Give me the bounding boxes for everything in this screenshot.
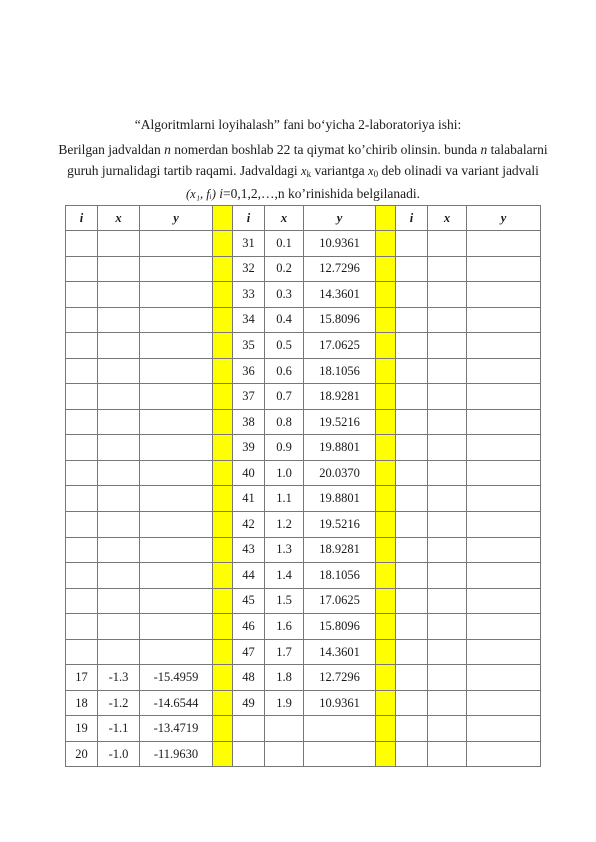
separator-cell bbox=[376, 358, 396, 384]
table-cell-y bbox=[140, 537, 213, 563]
separator-cell bbox=[213, 639, 233, 665]
table-cell-i bbox=[396, 282, 428, 308]
table-cell-i bbox=[66, 460, 98, 486]
separator-cell bbox=[376, 614, 396, 640]
table-cell-x: 1.8 bbox=[265, 665, 304, 691]
table-cell-x: 0.8 bbox=[265, 409, 304, 435]
table-row bbox=[66, 614, 541, 640]
table-cell-i: 38 bbox=[233, 409, 265, 435]
table-cell-i bbox=[66, 307, 98, 333]
table-cell-i bbox=[396, 333, 428, 359]
table-cell-x bbox=[265, 741, 304, 767]
table-row bbox=[66, 741, 541, 767]
table-cell-x bbox=[98, 282, 140, 308]
table-cell-i: 18 bbox=[66, 690, 98, 716]
table-cell-i bbox=[66, 333, 98, 359]
table-cell-y bbox=[140, 384, 213, 410]
table-cell-x: 1.1 bbox=[265, 486, 304, 512]
column-header-y: y bbox=[304, 206, 376, 231]
table-cell-x bbox=[428, 614, 467, 640]
table-cell-i bbox=[396, 384, 428, 410]
table-cell-y bbox=[467, 358, 541, 384]
table-cell-x bbox=[428, 588, 467, 614]
table-cell-i bbox=[66, 256, 98, 282]
table-cell-i: 32 bbox=[233, 256, 265, 282]
separator-cell bbox=[376, 256, 396, 282]
table-cell-y: 15.8096 bbox=[304, 307, 376, 333]
separator-cell bbox=[376, 741, 396, 767]
table-cell-x bbox=[98, 307, 140, 333]
separator-cell bbox=[376, 409, 396, 435]
table-cell-x bbox=[98, 460, 140, 486]
table-cell-x bbox=[98, 537, 140, 563]
table-cell-y: 20.0370 bbox=[304, 460, 376, 486]
table-cell-y bbox=[467, 282, 541, 308]
table-cell-x bbox=[428, 282, 467, 308]
x0-symbol: $x_0$ bbox=[368, 163, 379, 179]
table-cell-y: 12.7296 bbox=[304, 665, 376, 691]
column-header-x: x bbox=[98, 206, 140, 231]
separator-cell bbox=[376, 665, 396, 691]
table-cell-i bbox=[396, 512, 428, 538]
table-cell-y bbox=[140, 333, 213, 359]
table-cell-x bbox=[98, 358, 140, 384]
table-row bbox=[66, 282, 541, 308]
table-cell-y bbox=[140, 256, 213, 282]
table-row bbox=[66, 690, 541, 716]
table-cell-x bbox=[428, 307, 467, 333]
table-cell-i bbox=[396, 358, 428, 384]
table-cell-y bbox=[467, 639, 541, 665]
table-cell-i bbox=[396, 665, 428, 691]
table-cell-i bbox=[66, 563, 98, 589]
table-cell-x: 0.5 bbox=[265, 333, 304, 359]
table-cell-y: 19.8801 bbox=[304, 435, 376, 461]
table-cell-i: 44 bbox=[233, 563, 265, 589]
table-cell-i: 40 bbox=[233, 460, 265, 486]
column-header-y: y bbox=[140, 206, 213, 231]
separator-cell bbox=[213, 486, 233, 512]
table-cell-i bbox=[66, 409, 98, 435]
table-cell-x: 0.6 bbox=[265, 358, 304, 384]
table-cell-i bbox=[396, 460, 428, 486]
separator-cell bbox=[213, 460, 233, 486]
table-cell-i: 39 bbox=[233, 435, 265, 461]
table-cell-y: 17.0625 bbox=[304, 333, 376, 359]
separator-cell bbox=[376, 307, 396, 333]
table-cell-y bbox=[467, 435, 541, 461]
table-cell-y bbox=[140, 231, 213, 257]
table-cell-x: 0.7 bbox=[265, 384, 304, 410]
task-description: Berilgan jadvaldan n nomerdan boshlab 22 ta qiymat ko’chirib olinsin. bunda n talabalarni guruh jurnalidagi tartib raqami. Jadvaldagi $x_k$ variantga $x_0$ deb olinadi va variant jadvali (x₁, fᵢ) i=0,1,2,…,n ko’rinishida belgilanadi. bbox=[58, 142, 548, 201]
table-cell-x bbox=[428, 665, 467, 691]
separator-cell bbox=[213, 206, 233, 231]
separator-cell bbox=[213, 588, 233, 614]
table-row bbox=[66, 384, 541, 410]
table-cell-y bbox=[467, 716, 541, 742]
table-cell-x: 1.5 bbox=[265, 588, 304, 614]
separator-cell bbox=[213, 512, 233, 538]
table-cell-x bbox=[428, 358, 467, 384]
table-cell-y bbox=[140, 512, 213, 538]
table-cell-y bbox=[467, 512, 541, 538]
separator-cell bbox=[213, 741, 233, 767]
separator-cell bbox=[213, 358, 233, 384]
table-row bbox=[66, 563, 541, 589]
separator-cell bbox=[376, 384, 396, 410]
table-cell-y bbox=[467, 384, 541, 410]
values-table bbox=[65, 205, 541, 767]
separator-cell bbox=[213, 409, 233, 435]
separator-cell bbox=[376, 690, 396, 716]
table-cell-y: 18.9281 bbox=[304, 537, 376, 563]
table-cell-y: 17.0625 bbox=[304, 588, 376, 614]
separator-cell bbox=[213, 537, 233, 563]
table-row bbox=[66, 256, 541, 282]
table-cell-y bbox=[140, 460, 213, 486]
separator-cell bbox=[213, 256, 233, 282]
separator-cell bbox=[213, 614, 233, 640]
separator-cell bbox=[376, 563, 396, 589]
table-cell-y bbox=[467, 563, 541, 589]
table-cell-x bbox=[428, 690, 467, 716]
table-cell-i bbox=[66, 639, 98, 665]
separator-cell bbox=[213, 307, 233, 333]
table-header-row bbox=[66, 206, 541, 231]
table-cell-i: 43 bbox=[233, 537, 265, 563]
table-row bbox=[66, 639, 541, 665]
table-cell-y bbox=[467, 588, 541, 614]
table-row bbox=[66, 512, 541, 538]
table-cell-i bbox=[66, 537, 98, 563]
table-cell-x bbox=[98, 486, 140, 512]
page-title: “Algoritmlarni loyihalash” fani bo‘yicha 2-laboratoriya ishi: bbox=[134, 117, 462, 132]
table-cell-y bbox=[467, 460, 541, 486]
table-cell-y: -13.4719 bbox=[140, 716, 213, 742]
table-cell-x: -1.1 bbox=[98, 716, 140, 742]
separator-cell bbox=[376, 486, 396, 512]
table-cell-i bbox=[66, 231, 98, 257]
table-cell-y bbox=[467, 665, 541, 691]
table-cell-x: 1.4 bbox=[265, 563, 304, 589]
table-cell-y bbox=[304, 741, 376, 767]
table-cell-i bbox=[396, 614, 428, 640]
table-cell-i bbox=[66, 588, 98, 614]
table-cell-i: 33 bbox=[233, 282, 265, 308]
table-row bbox=[66, 486, 541, 512]
column-header-x: x bbox=[265, 206, 304, 231]
table-cell-y: -15.4959 bbox=[140, 665, 213, 691]
table-cell-i: 35 bbox=[233, 333, 265, 359]
table-body bbox=[66, 231, 541, 767]
table-row bbox=[66, 409, 541, 435]
table-cell-x bbox=[98, 614, 140, 640]
table-cell-i: 45 bbox=[233, 588, 265, 614]
table-cell-i: 31 bbox=[233, 231, 265, 257]
table-cell-i bbox=[233, 741, 265, 767]
table-cell-i bbox=[396, 231, 428, 257]
table-cell-x bbox=[98, 588, 140, 614]
table-cell-i bbox=[396, 741, 428, 767]
table-cell-i: 47 bbox=[233, 639, 265, 665]
separator-cell bbox=[213, 435, 233, 461]
table-cell-x bbox=[428, 716, 467, 742]
table-cell-i bbox=[66, 282, 98, 308]
table-cell-x bbox=[428, 231, 467, 257]
variant-pair-symbol: (x₁, fᵢ) bbox=[185, 187, 216, 201]
table-cell-y: -11.9630 bbox=[140, 741, 213, 767]
table-cell-i bbox=[396, 486, 428, 512]
table-cell-i bbox=[396, 435, 428, 461]
table-cell-i: 17 bbox=[66, 665, 98, 691]
table-cell-y bbox=[467, 231, 541, 257]
table-cell-i bbox=[396, 639, 428, 665]
table-cell-x bbox=[98, 333, 140, 359]
table-cell-y bbox=[304, 716, 376, 742]
table-cell-x: 0.4 bbox=[265, 307, 304, 333]
table-cell-y bbox=[140, 639, 213, 665]
table-cell-x bbox=[428, 512, 467, 538]
table-cell-i bbox=[396, 537, 428, 563]
table-cell-x bbox=[98, 256, 140, 282]
table-cell-x bbox=[428, 409, 467, 435]
table-cell-y: 19.5216 bbox=[304, 409, 376, 435]
table-cell-x: 0.9 bbox=[265, 435, 304, 461]
table-cell-i: 37 bbox=[233, 384, 265, 410]
table-cell-x: -1.2 bbox=[98, 690, 140, 716]
separator-cell bbox=[213, 231, 233, 257]
table-cell-y bbox=[467, 614, 541, 640]
column-header-y: y bbox=[467, 206, 541, 231]
table-cell-y: -14.6544 bbox=[140, 690, 213, 716]
table-cell-x bbox=[428, 639, 467, 665]
table-cell-y bbox=[467, 256, 541, 282]
table-cell-x bbox=[428, 741, 467, 767]
table-cell-x bbox=[428, 486, 467, 512]
table-cell-y bbox=[140, 486, 213, 512]
table-row bbox=[66, 307, 541, 333]
table-cell-y bbox=[140, 588, 213, 614]
table-cell-y bbox=[467, 409, 541, 435]
table-cell-y: 19.8801 bbox=[304, 486, 376, 512]
separator-cell bbox=[376, 639, 396, 665]
separator-cell bbox=[376, 716, 396, 742]
table-cell-x: 1.2 bbox=[265, 512, 304, 538]
table-cell-i bbox=[66, 358, 98, 384]
table-cell-y bbox=[467, 690, 541, 716]
table-cell-i: 20 bbox=[66, 741, 98, 767]
column-header-i: i bbox=[233, 206, 265, 231]
table-cell-x bbox=[98, 639, 140, 665]
separator-cell bbox=[376, 460, 396, 486]
table-cell-x bbox=[428, 563, 467, 589]
separator-cell bbox=[376, 588, 396, 614]
table-cell-y bbox=[467, 741, 541, 767]
table-cell-i: 19 bbox=[66, 716, 98, 742]
table-row bbox=[66, 716, 541, 742]
table-cell-x: -1.3 bbox=[98, 665, 140, 691]
table-cell-y bbox=[140, 358, 213, 384]
table-cell-i bbox=[66, 614, 98, 640]
table-cell-x bbox=[98, 384, 140, 410]
separator-cell bbox=[376, 206, 396, 231]
table-cell-y bbox=[467, 333, 541, 359]
table-cell-i: 36 bbox=[233, 358, 265, 384]
separator-cell bbox=[376, 537, 396, 563]
table-cell-i bbox=[396, 690, 428, 716]
table-cell-x bbox=[98, 512, 140, 538]
table-cell-x: 1.3 bbox=[265, 537, 304, 563]
table-cell-x bbox=[98, 563, 140, 589]
table-cell-i: 34 bbox=[233, 307, 265, 333]
table-cell-i: 46 bbox=[233, 614, 265, 640]
table-cell-i bbox=[396, 256, 428, 282]
table-cell-i bbox=[66, 384, 98, 410]
table-cell-x bbox=[98, 435, 140, 461]
table-cell-x: 0.2 bbox=[265, 256, 304, 282]
table-row bbox=[66, 460, 541, 486]
table-cell-y: 19.5216 bbox=[304, 512, 376, 538]
table-cell-y bbox=[467, 537, 541, 563]
table-row bbox=[66, 333, 541, 359]
separator-cell bbox=[213, 690, 233, 716]
table-row bbox=[66, 588, 541, 614]
separator-cell bbox=[376, 512, 396, 538]
table-cell-y: 18.1056 bbox=[304, 358, 376, 384]
table-cell-i bbox=[396, 307, 428, 333]
table-cell-x: 0.1 bbox=[265, 231, 304, 257]
table-cell-i bbox=[396, 588, 428, 614]
separator-cell bbox=[213, 282, 233, 308]
table-cell-y bbox=[140, 435, 213, 461]
table-cell-x bbox=[428, 460, 467, 486]
table-row bbox=[66, 435, 541, 461]
table-cell-x bbox=[428, 384, 467, 410]
table-cell-x: 0.3 bbox=[265, 282, 304, 308]
table-cell-i: 49 bbox=[233, 690, 265, 716]
table-cell-y: 10.9361 bbox=[304, 690, 376, 716]
separator-cell bbox=[213, 333, 233, 359]
table-cell-y: 14.3601 bbox=[304, 639, 376, 665]
table-cell-i: 42 bbox=[233, 512, 265, 538]
table-cell-y bbox=[140, 282, 213, 308]
separator-cell bbox=[213, 716, 233, 742]
table-row bbox=[66, 231, 541, 257]
table-cell-y bbox=[140, 307, 213, 333]
table-cell-x: 1.9 bbox=[265, 690, 304, 716]
separator-cell bbox=[376, 435, 396, 461]
table-cell-i bbox=[396, 716, 428, 742]
table-cell-x: -1.0 bbox=[98, 741, 140, 767]
table-cell-y bbox=[467, 486, 541, 512]
table-cell-i bbox=[66, 486, 98, 512]
column-header-i: i bbox=[396, 206, 428, 231]
table-cell-y bbox=[140, 563, 213, 589]
xk-symbol: $x_k$ bbox=[301, 163, 312, 179]
table-row bbox=[66, 358, 541, 384]
table-cell-i bbox=[233, 716, 265, 742]
separator-cell bbox=[376, 333, 396, 359]
separator-cell bbox=[376, 282, 396, 308]
table-cell-x bbox=[428, 537, 467, 563]
table-cell-x bbox=[98, 409, 140, 435]
table-cell-y bbox=[140, 614, 213, 640]
table-cell-x bbox=[428, 435, 467, 461]
table-cell-y: 18.1056 bbox=[304, 563, 376, 589]
table-cell-y bbox=[140, 409, 213, 435]
table-cell-x: 1.6 bbox=[265, 614, 304, 640]
table-cell-i bbox=[66, 512, 98, 538]
table-cell-x bbox=[428, 256, 467, 282]
table-row bbox=[66, 537, 541, 563]
table-cell-y: 12.7296 bbox=[304, 256, 376, 282]
column-header-i: i bbox=[66, 206, 98, 231]
table-cell-y: 18.9281 bbox=[304, 384, 376, 410]
separator-cell bbox=[213, 563, 233, 589]
separator-cell bbox=[376, 231, 396, 257]
table-cell-x: 1.0 bbox=[265, 460, 304, 486]
table-cell-y: 10.9361 bbox=[304, 231, 376, 257]
column-header-x: x bbox=[428, 206, 467, 231]
separator-cell bbox=[213, 665, 233, 691]
table-cell-y: 15.8096 bbox=[304, 614, 376, 640]
table-cell-y: 14.3601 bbox=[304, 282, 376, 308]
table-cell-i bbox=[66, 435, 98, 461]
table-row bbox=[66, 665, 541, 691]
separator-cell bbox=[213, 384, 233, 410]
table-cell-x: 1.7 bbox=[265, 639, 304, 665]
table-cell-i: 41 bbox=[233, 486, 265, 512]
table-cell-i bbox=[396, 409, 428, 435]
table-cell-y bbox=[467, 307, 541, 333]
table-cell-x bbox=[98, 231, 140, 257]
table-cell-x bbox=[428, 333, 467, 359]
table-cell-x bbox=[265, 716, 304, 742]
table-cell-i bbox=[396, 563, 428, 589]
table-cell-i: 48 bbox=[233, 665, 265, 691]
